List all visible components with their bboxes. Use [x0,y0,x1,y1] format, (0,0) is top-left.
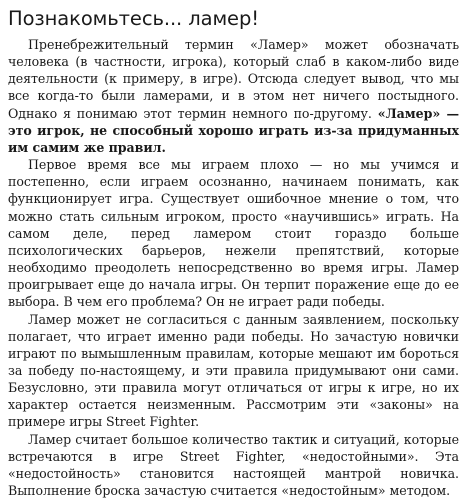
chapter-title: Познакомьтесь... ламер! [8,7,259,30]
paragraph-1-bold-definition: «Ламер» — это игрок, не способный хорошо играть из-за придуманных им самим же правил. [8,105,460,155]
paragraph-4-text: Ламер считает большое количество тактик и ситуаций, которые встречаются в игре Street Fighter, «недостойными». Эта «недостойность» становится настоящей мантрой новичка. Выполнение броска зачастую считается «недостойным» методом. [8,431,459,499]
paragraph-2 [8,156,459,310]
paragraph-3 [8,311,459,431]
paragraph-1-text: Пренебрежительный термин «Ламер» может обозначать человека (в частности, игрока), который слаб в каком-либо виде деятельности (к примеру, в игре). Отсюда следует вывод, что мы все когда-то были ламерами, и в этом нет ничего постыдного. Однако я понимаю этот термин немного по-другому. [8,37,459,121]
paragraph-4 [8,431,459,499]
paragraph-2-text: Первое время все мы играем плохо — но мы учимся и постепенно, если играем осознанно, начинаем понимать, как функционирует игра. Существует ошибочное мнение о том, что можно стать сильным игроком, просто «научившись» играть. На самом деле, перед ламером стоит гораздо больше психологических барьеров, нежели препятствий, которые необходимо преодолеть непосредственно во время игры. Ламер проигрывает еще до начала игры. Он терпит поражение еще до ее выбора. В чем его проблема? Он не играет ради победы. [8,157,459,310]
paragraph-3-text: Ламер может не согласиться с данным заявлением, поскольку полагает, что играет именно ради победы. Но зачастую новички играют по вымышленным правилам, которые мешают им бороться за победу по-настоящему, и эти правила придумывают они сами. Безусловно, эти правила могут отличаться от игры к игре, но их характер остается неизменным. Рассмотрим эти «законы» на примере игры Street Fighter. [8,311,459,430]
paragraph-1 [8,36,459,156]
